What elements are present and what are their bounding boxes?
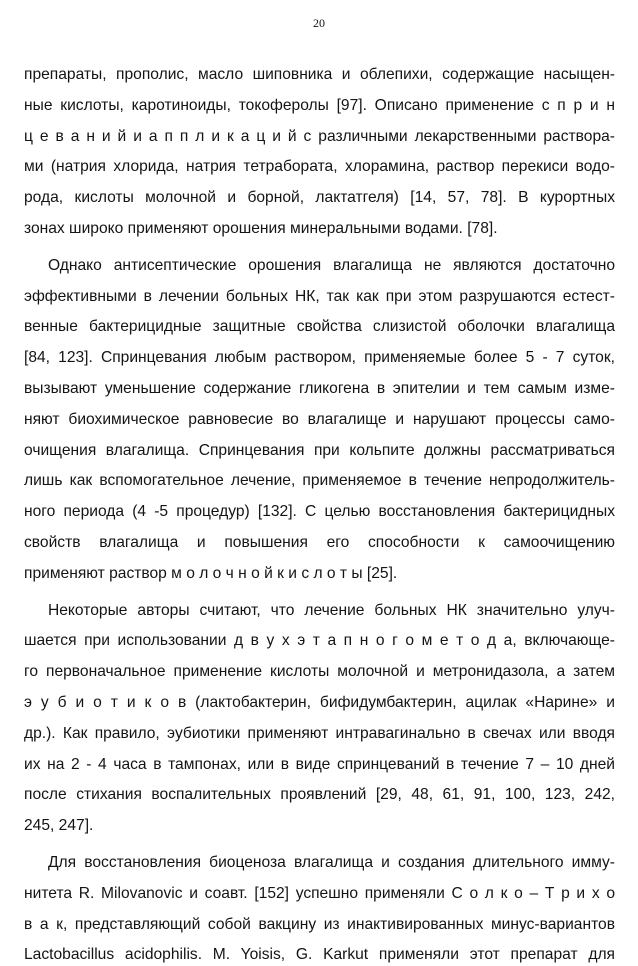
text-line: препараты, прополис, масло шиповника и облепихи, содержащие насыщен- <box>24 66 615 83</box>
text-line: вызывают уменьшение содержание гликогена в эпителии и тем самым изме- <box>24 380 615 397</box>
text-line: в а к, представляющий собой вакцину из инактивированных минус-вариантов <box>24 915 615 933</box>
page-number: 20 <box>313 16 325 30</box>
text-line: их на 2 - 4 часа в тампонах, или в виде спринцеваний в течение 7 – 10 дней <box>24 755 615 773</box>
text-line: Для восстановления биоценоза влагалища и создания длительного имму- <box>48 854 615 871</box>
text-line: др.). Как правило, эубиотики применяют интравагинально в свечах или вводя <box>24 724 615 742</box>
text-line: ного периода (4 -5 процедур) [132]. С целью восстановления бактерицидных <box>24 503 615 521</box>
text-line: лишь как вспомогательное лечение, применяемое в течение непродолжитель- <box>24 472 615 490</box>
text-line: ные кислоты, каротиноиды, токоферолы [97]. Описано применение с п р и н <box>24 96 615 114</box>
text-line: после стихания воспалительных проявлений [29, 48, 61, 91, 100, 123, 242, <box>24 786 615 804</box>
text-line: няют биохимическое равновесие во влагалище и нарушают процессы само- <box>24 410 615 428</box>
text-line: нитета R. Milovanovic и соавт. [152] успешно применяли С о л к о – Т р и х о <box>24 884 615 902</box>
text-line: ми (натрия хлорида, натрия тетрабората, хлорамина, раствор перекиси водо- <box>24 158 615 176</box>
text-line: го первоначальное применение кислоты молочной и метронидазола, а затем <box>24 663 615 681</box>
text-line: 245, 247]. <box>24 817 94 835</box>
text-line: [84, 123]. Спринцевания любым раствором, применяемые более 5 - 7 суток, <box>24 349 615 367</box>
text-line: зонах широко применяют орошения минеральными водами. [78]. <box>24 220 498 237</box>
text-line: применяют раствор м о л о ч н о й к и с л о т ы [25]. <box>24 564 398 582</box>
text-line: очищения влагалища. Спринцевания при кольпите должны рассматриваться <box>24 441 615 459</box>
text-line: э у б и о т и к о в (лактобактерин, бифидумбактерин, ацилак «Нарине» и <box>24 694 615 711</box>
text-line: Однако антисептические орошения влагалища не являются достаточно <box>48 256 615 274</box>
text-line: рода, кислоты молочной и борной, лактатгеля) [14, 57, 78]. В курортных <box>24 189 615 207</box>
text-line: эффективными в лечении больных НК, так как при этом разрушаются естест- <box>24 287 615 305</box>
text-line: ц е в а н и й и а п п л и к а ц и й с различными лекарственными раствора- <box>24 127 615 145</box>
text-line: венные бактерицидные защитные свойства слизистой оболочки влагалища <box>24 318 615 336</box>
text-line: Некоторые авторы считают, что лечение больных НК значительно улуч- <box>48 601 615 619</box>
text-line: свойств влагалища и повышения его способности к самоочищению <box>24 534 615 551</box>
text-line: Lactobacillus acidophilis. M. Yoisis, G. Karkut применяли этот препарат для <box>24 946 615 964</box>
text-line: шается при использовании д в у х э т а п н о г о м е т о д а, включающе- <box>24 632 615 650</box>
